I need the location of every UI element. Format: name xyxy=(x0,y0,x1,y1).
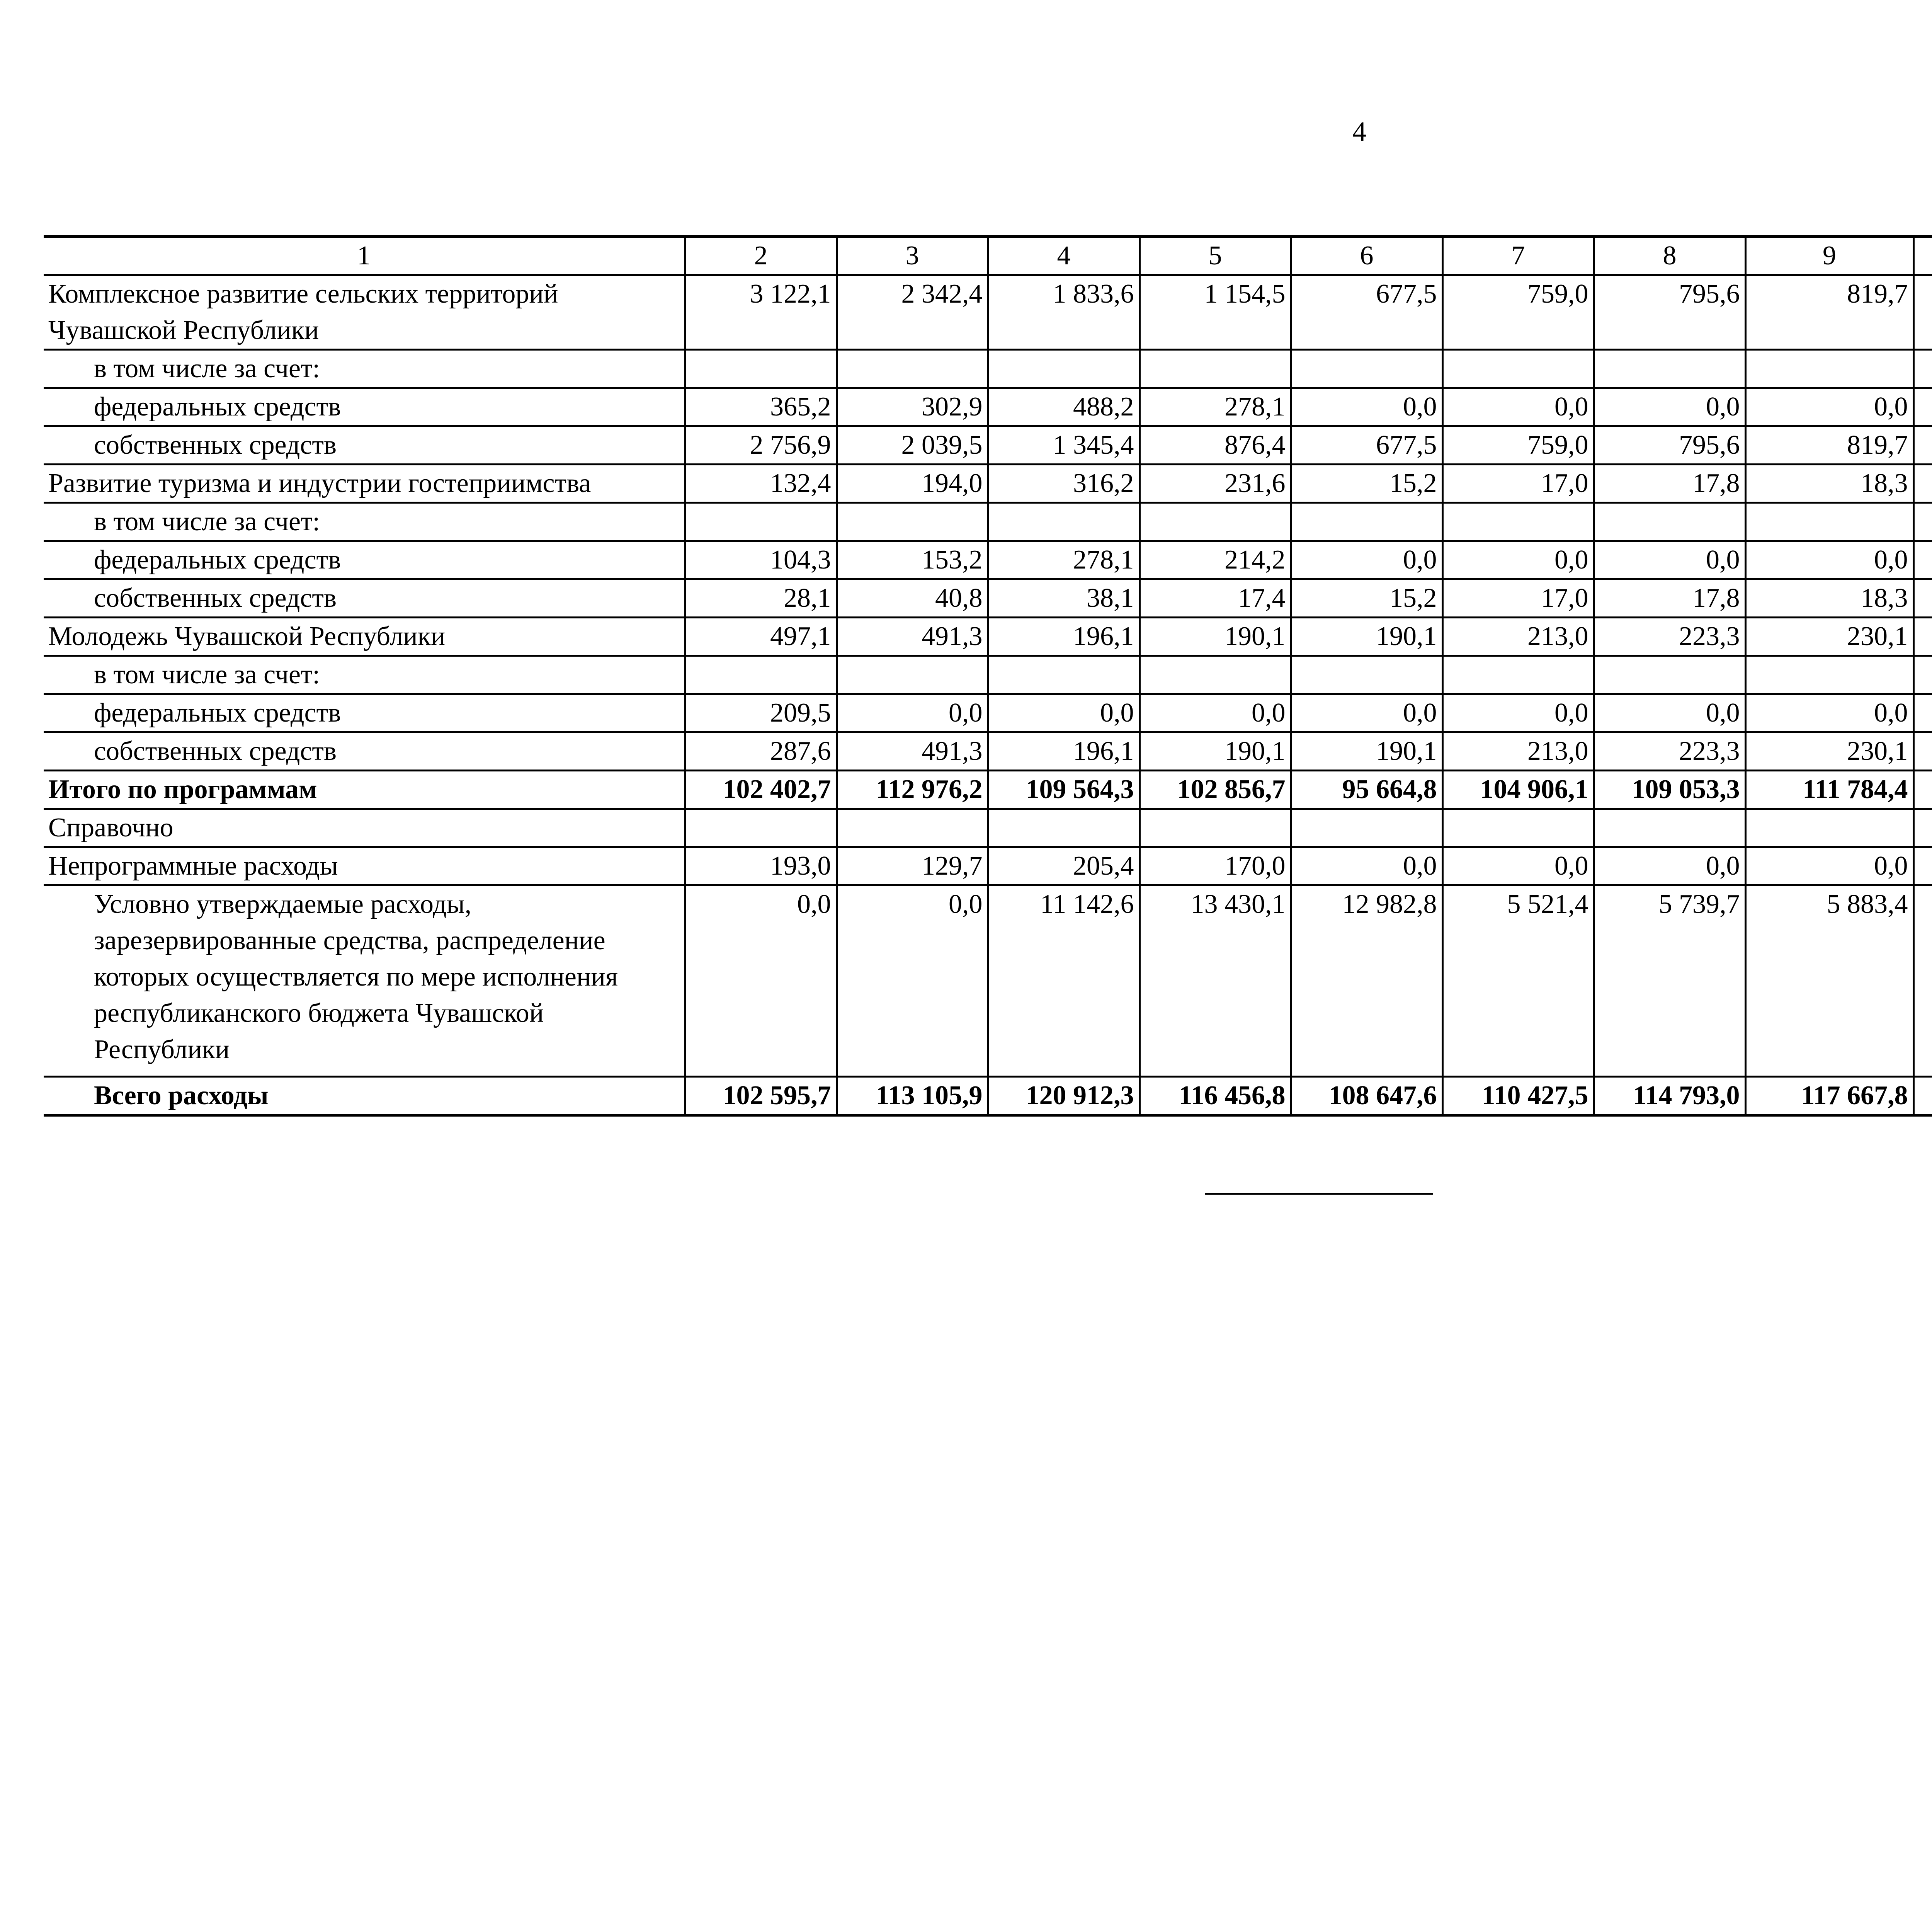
budget-table xyxy=(44,235,1932,1117)
header-cell: 6 xyxy=(1291,237,1442,275)
value-cell: 795,6 xyxy=(1594,275,1745,350)
header-cell: 8 xyxy=(1594,237,1745,275)
value-cell: 497,1 xyxy=(685,618,837,656)
value-cell xyxy=(685,350,837,388)
value-cell: 120 912,3 xyxy=(988,1077,1139,1115)
value-cell: 0,0 xyxy=(1291,847,1442,885)
value-cell: 677,5 xyxy=(1291,275,1442,350)
header-cell: 7 xyxy=(1442,237,1594,275)
value-cell: 0,0 xyxy=(1139,694,1291,732)
table-row xyxy=(44,579,1932,618)
end-rule xyxy=(1205,1193,1433,1195)
value-cell xyxy=(1442,656,1594,694)
value-cell: 190,1 xyxy=(1291,732,1442,771)
value-cell: 117 667,8 xyxy=(1745,1077,1913,1115)
value-cell xyxy=(1442,503,1594,541)
value-cell: 2 756,9 xyxy=(685,426,837,465)
value-cell xyxy=(1139,656,1291,694)
header-cell: 5 xyxy=(1139,237,1291,275)
value-cell: 2 039,5 xyxy=(837,426,988,465)
value-cell xyxy=(685,809,837,847)
value-cell: 109 053,3 xyxy=(1594,771,1745,809)
value-cell xyxy=(1139,350,1291,388)
value-cell: 365,2 xyxy=(685,388,837,426)
table-row xyxy=(44,503,1932,541)
value-cell xyxy=(1745,503,1913,541)
header-cell: 9 xyxy=(1745,237,1913,275)
value-cell xyxy=(1594,809,1745,847)
value-cell: 109 564,3 xyxy=(988,771,1139,809)
value-cell: 17,4 xyxy=(1139,579,1291,618)
row-label: Непрограммные расходы xyxy=(44,847,685,885)
table-row xyxy=(44,656,1932,694)
value-cell: 38,1 xyxy=(988,579,1139,618)
value-cell: 819,7 xyxy=(1745,275,1913,350)
value-cell: 491,3 xyxy=(837,732,988,771)
row-label: Итого по программам xyxy=(44,771,685,809)
value-cell xyxy=(1745,656,1913,694)
value-cell: 111 784,4 xyxy=(1745,771,1913,809)
value-cell xyxy=(988,350,1139,388)
value-cell xyxy=(1291,656,1442,694)
value-cell: 0,0 xyxy=(1745,541,1913,579)
table-row xyxy=(44,426,1932,465)
value-cell: 104,3 xyxy=(685,541,837,579)
value-cell: 0,0 xyxy=(837,694,988,732)
value-cell: 132,4 xyxy=(685,465,837,503)
row-label: Комплексное развитие сельских территорий Чувашской Республики xyxy=(44,275,685,350)
value-cell: 230,1 xyxy=(1745,732,1913,771)
value-cell: 677,5 xyxy=(1291,426,1442,465)
header-row xyxy=(44,237,1932,275)
page-number: 4 xyxy=(1352,116,1366,147)
value-cell: 795,6 xyxy=(1594,426,1745,465)
value-cell xyxy=(1913,426,1932,465)
value-cell: 223,3 xyxy=(1594,618,1745,656)
value-cell: 0,0 xyxy=(1291,388,1442,426)
value-cell xyxy=(1913,694,1932,732)
row-label: Справочно xyxy=(44,809,685,847)
value-cell: 40,8 xyxy=(837,579,988,618)
table-row xyxy=(44,465,1932,503)
header-cell: 1 xyxy=(44,237,685,275)
value-cell xyxy=(1913,732,1932,771)
value-cell: 231,6 xyxy=(1139,465,1291,503)
value-cell: 110 427,5 xyxy=(1442,1077,1594,1115)
table-row xyxy=(44,1077,1932,1115)
row-label: собственных средств xyxy=(44,732,685,771)
value-cell: 213,0 xyxy=(1442,732,1594,771)
value-cell: 0,0 xyxy=(1594,388,1745,426)
value-cell: 18,3 xyxy=(1745,465,1913,503)
value-cell: 0,0 xyxy=(1291,541,1442,579)
table-row xyxy=(44,618,1932,656)
value-cell: 214,2 xyxy=(1139,541,1291,579)
value-cell xyxy=(1913,618,1932,656)
value-cell xyxy=(685,656,837,694)
value-cell xyxy=(1913,275,1932,350)
value-cell: 11 142,6 xyxy=(988,885,1139,1077)
value-cell xyxy=(1913,1077,1932,1115)
value-cell xyxy=(837,656,988,694)
value-cell: 129,7 xyxy=(837,847,988,885)
value-cell xyxy=(1913,503,1932,541)
value-cell xyxy=(837,809,988,847)
table-row xyxy=(44,541,1932,579)
value-cell xyxy=(988,809,1139,847)
value-cell xyxy=(1139,809,1291,847)
value-cell: 28,1 xyxy=(685,579,837,618)
value-cell xyxy=(1913,465,1932,503)
value-cell: 17,8 xyxy=(1594,465,1745,503)
value-cell: 13 430,1 xyxy=(1139,885,1291,1077)
value-cell: 113 105,9 xyxy=(837,1077,988,1115)
value-cell: 190,1 xyxy=(1139,618,1291,656)
value-cell xyxy=(988,503,1139,541)
row-label: в том числе за счет: xyxy=(44,503,685,541)
value-cell: 819,7 xyxy=(1745,426,1913,465)
value-cell: 278,1 xyxy=(988,541,1139,579)
value-cell: 194,0 xyxy=(837,465,988,503)
value-cell: 1 833,6 xyxy=(988,275,1139,350)
value-cell: 0,0 xyxy=(1442,847,1594,885)
value-cell: 5 739,7 xyxy=(1594,885,1745,1077)
value-cell: 0,0 xyxy=(1594,694,1745,732)
value-cell xyxy=(685,503,837,541)
row-label: федеральных средств xyxy=(44,541,685,579)
value-cell: 17,0 xyxy=(1442,465,1594,503)
value-cell: 316,2 xyxy=(988,465,1139,503)
value-cell: 0,0 xyxy=(1745,694,1913,732)
value-cell: 1 154,5 xyxy=(1139,275,1291,350)
value-cell xyxy=(1442,350,1594,388)
value-cell: 193,0 xyxy=(685,847,837,885)
value-cell: 170,0 xyxy=(1139,847,1291,885)
row-label: Всего расходы xyxy=(44,1077,685,1115)
table-row xyxy=(44,350,1932,388)
value-cell: 759,0 xyxy=(1442,275,1594,350)
value-cell xyxy=(837,350,988,388)
value-cell: 17,8 xyxy=(1594,579,1745,618)
table-row xyxy=(44,809,1932,847)
value-cell: 876,4 xyxy=(1139,426,1291,465)
value-cell xyxy=(1913,809,1932,847)
value-cell xyxy=(1913,541,1932,579)
value-cell: 108 647,6 xyxy=(1291,1077,1442,1115)
table-row xyxy=(44,732,1932,771)
row-label: Молодежь Чувашской Республики xyxy=(44,618,685,656)
value-cell: 1 345,4 xyxy=(988,426,1139,465)
row-label: в том числе за счет: xyxy=(44,656,685,694)
value-cell: 0,0 xyxy=(1594,541,1745,579)
value-cell: 302,9 xyxy=(837,388,988,426)
value-cell xyxy=(1913,579,1932,618)
value-cell: 488,2 xyxy=(988,388,1139,426)
value-cell: 213,0 xyxy=(1442,618,1594,656)
value-cell: 0,0 xyxy=(1442,694,1594,732)
header-cell xyxy=(1913,237,1932,275)
value-cell xyxy=(1291,350,1442,388)
table-row xyxy=(44,885,1932,1077)
value-cell: 278,1 xyxy=(1139,388,1291,426)
value-cell: 196,1 xyxy=(988,618,1139,656)
value-cell xyxy=(1594,503,1745,541)
value-cell: 0,0 xyxy=(1442,541,1594,579)
table-row xyxy=(44,275,1932,350)
row-label: федеральных средств xyxy=(44,694,685,732)
value-cell: 3 122,1 xyxy=(685,275,837,350)
value-cell: 230,1 xyxy=(1745,618,1913,656)
header-cell: 2 xyxy=(685,237,837,275)
row-label: Условно утверждаемые расходы, зарезервированные средства, распределение которых осуществляется по мере исполнения республиканского бюджета Чувашской Республики xyxy=(44,885,685,1077)
table-row xyxy=(44,847,1932,885)
value-cell: 18,3 xyxy=(1745,579,1913,618)
value-cell: 209,5 xyxy=(685,694,837,732)
value-cell: 0,0 xyxy=(1442,388,1594,426)
value-cell xyxy=(1139,503,1291,541)
value-cell: 0,0 xyxy=(837,885,988,1077)
value-cell xyxy=(1745,809,1913,847)
value-cell: 15,2 xyxy=(1291,579,1442,618)
value-cell: 12 982,8 xyxy=(1291,885,1442,1077)
value-cell: 759,0 xyxy=(1442,426,1594,465)
value-cell: 17,0 xyxy=(1442,579,1594,618)
value-cell: 15,2 xyxy=(1291,465,1442,503)
value-cell: 2 342,4 xyxy=(837,275,988,350)
value-cell: 112 976,2 xyxy=(837,771,988,809)
value-cell: 0,0 xyxy=(1291,694,1442,732)
row-label: в том числе за счет: xyxy=(44,350,685,388)
value-cell: 0,0 xyxy=(1745,388,1913,426)
value-cell: 5 521,4 xyxy=(1442,885,1594,1077)
value-cell xyxy=(1594,350,1745,388)
value-cell xyxy=(1291,503,1442,541)
value-cell xyxy=(1913,885,1932,1077)
value-cell: 196,1 xyxy=(988,732,1139,771)
value-cell xyxy=(1291,809,1442,847)
header-cell: 4 xyxy=(988,237,1139,275)
value-cell: 102 402,7 xyxy=(685,771,837,809)
value-cell: 0,0 xyxy=(988,694,1139,732)
value-cell: 0,0 xyxy=(1745,847,1913,885)
value-cell: 5 883,4 xyxy=(1745,885,1913,1077)
value-cell: 491,3 xyxy=(837,618,988,656)
value-cell xyxy=(988,656,1139,694)
value-cell: 153,2 xyxy=(837,541,988,579)
row-label: собственных средств xyxy=(44,579,685,618)
value-cell: 190,1 xyxy=(1291,618,1442,656)
table-row xyxy=(44,694,1932,732)
value-cell: 287,6 xyxy=(685,732,837,771)
value-cell xyxy=(837,503,988,541)
value-cell: 190,1 xyxy=(1139,732,1291,771)
value-cell: 102 856,7 xyxy=(1139,771,1291,809)
value-cell: 95 664,8 xyxy=(1291,771,1442,809)
value-cell: 205,4 xyxy=(988,847,1139,885)
row-label: федеральных средств xyxy=(44,388,685,426)
value-cell xyxy=(1913,350,1932,388)
value-cell: 104 906,1 xyxy=(1442,771,1594,809)
table-row xyxy=(44,388,1932,426)
header-cell: 3 xyxy=(837,237,988,275)
value-cell xyxy=(1745,350,1913,388)
value-cell: 116 456,8 xyxy=(1139,1077,1291,1115)
value-cell: 223,3 xyxy=(1594,732,1745,771)
value-cell xyxy=(1913,656,1932,694)
value-cell: 114 793,0 xyxy=(1594,1077,1745,1115)
value-cell xyxy=(1913,847,1932,885)
table-row xyxy=(44,771,1932,809)
value-cell: 0,0 xyxy=(1594,847,1745,885)
value-cell xyxy=(1913,388,1932,426)
value-cell: 102 595,7 xyxy=(685,1077,837,1115)
row-label: собственных средств xyxy=(44,426,685,465)
row-label: Развитие туризма и индустрии гостеприимства xyxy=(44,465,685,503)
value-cell xyxy=(1594,656,1745,694)
value-cell xyxy=(1442,809,1594,847)
value-cell xyxy=(1913,771,1932,809)
value-cell: 0,0 xyxy=(685,885,837,1077)
